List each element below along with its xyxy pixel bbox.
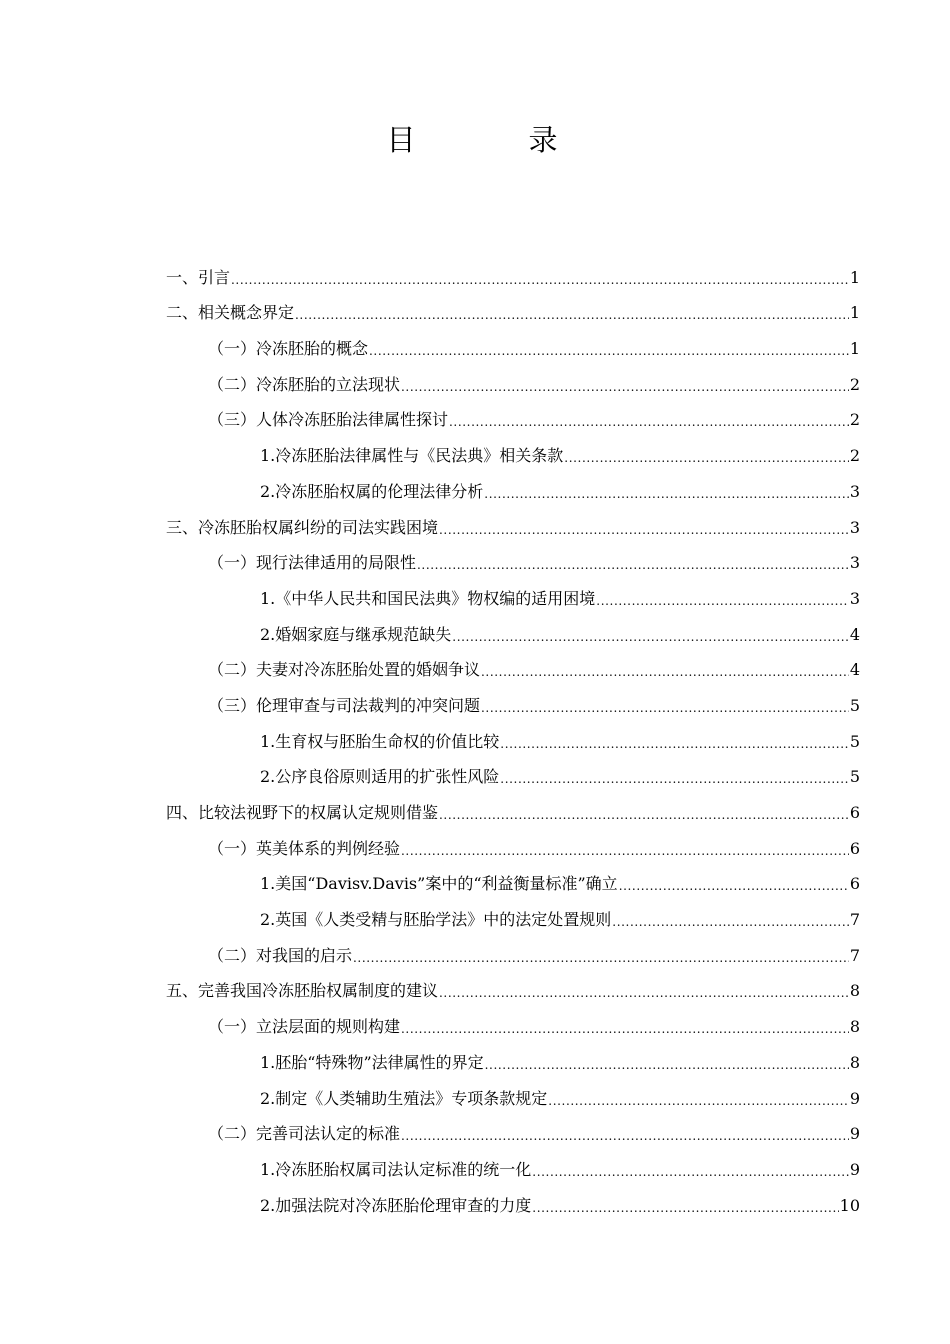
toc-entry[interactable]	[166, 894, 860, 930]
toc-entry-text: 2.婚姻家庭与继承规范缺失	[260, 624, 452, 644]
toc-dot-leader	[481, 666, 849, 680]
toc-dot-leader	[484, 488, 849, 502]
toc-page-number: 8	[849, 1052, 860, 1072]
toc-entry-text: 1.冷冻胚胎权属司法认定标准的统一化	[260, 1159, 532, 1179]
toc-entry[interactable]	[166, 359, 860, 395]
toc-list	[166, 252, 860, 1216]
toc-dot-leader	[401, 381, 849, 395]
toc-dot-leader	[401, 1130, 849, 1144]
toc-page-number: 1	[849, 339, 860, 359]
toc-dot-leader	[439, 524, 849, 538]
toc-entry-text: （三）人体冷冻胚胎法律属性探讨	[208, 410, 449, 430]
toc-page-number: 3	[849, 588, 860, 608]
toc-dot-leader	[452, 631, 849, 645]
toc-entry-text: 2.加强法院对冷冻胚胎伦理审查的力度	[260, 1195, 532, 1215]
toc-entry[interactable]	[166, 1180, 860, 1216]
toc-entry[interactable]	[166, 395, 860, 431]
toc-entry-text: 五、完善我国冷冻胚胎权属制度的建议	[166, 981, 439, 1001]
toc-dot-leader	[481, 702, 849, 716]
toc-page-number: 10	[839, 1195, 860, 1215]
toc-page-number: 2	[849, 446, 860, 466]
toc-page-number: 6	[849, 803, 860, 822]
toc-dot-leader	[401, 845, 849, 859]
toc-entry-text: 2.制定《人类辅助生殖法》专项条款规定	[260, 1088, 548, 1108]
toc-entry[interactable]	[166, 645, 860, 681]
toc-entry-text: 1.冷冻胚胎法律属性与《民法典》相关条款	[260, 446, 564, 466]
toc-entry-text: （三）伦理审查与司法裁判的冲突问题	[208, 695, 481, 715]
toc-page-number: 8	[849, 981, 860, 1001]
toc-entry-text: 1.《中华人民共和国民法典》物权编的适用困境	[260, 588, 596, 608]
toc-entry-text: （一）现行法律适用的局限性	[208, 553, 417, 573]
toc-entry-text: （一）冷冻胚胎的概念	[208, 339, 369, 359]
toc-dot-leader	[500, 738, 849, 752]
toc-entry-text: 1.胚胎“特殊物”法律属性的界定	[260, 1052, 484, 1072]
toc-entry-text: 一、引言	[166, 267, 231, 287]
toc-dot-leader	[500, 773, 849, 787]
toc-entry[interactable]	[166, 1001, 860, 1037]
toc-entry[interactable]	[166, 1109, 860, 1145]
toc-page-number: 9	[849, 1159, 860, 1179]
toc-entry[interactable]	[166, 680, 860, 716]
toc-entry[interactable]	[166, 1037, 860, 1073]
toc-entry[interactable]	[166, 573, 860, 609]
toc-entry[interactable]	[166, 538, 860, 574]
toc-dot-leader	[295, 309, 849, 323]
toc-page-number: 2	[849, 374, 860, 394]
toc-dot-leader	[439, 809, 849, 823]
toc-entry[interactable]	[166, 323, 860, 359]
toc-entry[interactable]	[166, 430, 860, 466]
toc-entry[interactable]	[166, 716, 860, 752]
toc-dot-leader	[485, 1059, 849, 1073]
toc-page-number: 7	[849, 945, 860, 965]
toc-page-number: 3	[849, 481, 860, 501]
toc-page-number: 5	[849, 731, 860, 751]
toc-dot-leader	[353, 952, 849, 966]
toc-entry-text: 1.生育权与胚胎生命权的价值比较	[260, 731, 500, 751]
toc-entry[interactable]	[166, 823, 860, 859]
toc-entry-text: 2.冷冻胚胎权属的伦理法律分析	[260, 481, 484, 501]
toc-page-number: 7	[849, 910, 860, 930]
toc-entry-text: （二）冷冻胚胎的立法现状	[208, 374, 401, 394]
toc-page-number: 6	[849, 838, 860, 858]
toc-dot-leader	[417, 559, 849, 573]
toc-entry[interactable]	[166, 609, 860, 645]
toc-page-number: 9	[849, 1124, 860, 1144]
toc-entry-text: （二）夫妻对冷冻胚胎处置的婚姻争议	[208, 660, 481, 680]
toc-page-number: 6	[849, 874, 860, 894]
toc-entry[interactable]	[166, 859, 860, 895]
toc-entry-text: （一）英美体系的判例经验	[208, 838, 401, 858]
toc-dot-leader	[619, 880, 849, 894]
toc-dot-leader	[369, 345, 849, 359]
toc-dot-leader	[564, 452, 849, 466]
toc-entry[interactable]	[166, 930, 860, 966]
toc-entry-text: （一）立法层面的规则构建	[208, 1017, 401, 1037]
toc-dot-leader	[532, 1166, 849, 1180]
toc-entry[interactable]	[166, 288, 860, 324]
toc-page-number: 4	[849, 624, 860, 644]
toc-page-number: 1	[849, 303, 860, 323]
toc-dot-leader	[401, 1023, 849, 1037]
toc-entry[interactable]	[166, 1073, 860, 1109]
toc-dot-leader	[548, 1095, 849, 1109]
toc-entry-text: 2.公序良俗原则适用的扩张性风险	[260, 767, 500, 787]
toc-page-number: 8	[849, 1017, 860, 1037]
toc-entry-text: （二）对我国的启示	[208, 945, 353, 965]
toc-dot-leader	[612, 916, 849, 930]
toc-entry[interactable]	[166, 1144, 860, 1180]
toc-entry-text: 四、比较法视野下的权属认定规则借鉴	[166, 803, 439, 822]
toc-page-number: 9	[849, 1088, 860, 1108]
toc-dot-leader	[439, 987, 849, 1001]
toc-page-number: 4	[849, 660, 860, 680]
toc-entry-text: 1.美国“Davisv.Davis”案中的“利益衡量标准”确立	[260, 874, 618, 894]
toc-entry-text: （二）完善司法认定的标准	[208, 1124, 401, 1144]
toc-entry-text: 2.英国《人类受精与胚胎学法》中的法定处置规则	[260, 910, 612, 930]
toc-entry[interactable]	[166, 502, 860, 538]
toc-page-number: 5	[849, 695, 860, 715]
toc-entry[interactable]	[166, 466, 860, 502]
toc-page-number: 3	[849, 517, 860, 537]
toc-entry[interactable]	[166, 787, 860, 823]
toc-dot-leader	[449, 416, 849, 430]
toc-dot-leader	[532, 1202, 838, 1216]
toc-page-number: 2	[849, 410, 860, 430]
toc-title: 目 录	[386, 123, 600, 157]
toc-entry-text: 三、冷冻胚胎权属纠纷的司法实践困境	[166, 517, 439, 537]
toc-dot-leader	[596, 595, 849, 609]
toc-dot-leader	[231, 274, 849, 288]
toc-entry[interactable]	[166, 752, 860, 788]
toc-entry[interactable]	[166, 252, 860, 288]
toc-page-number: 3	[849, 553, 860, 573]
toc-page-number: 1	[849, 267, 860, 287]
toc-page-number: 5	[849, 767, 860, 787]
toc-entry-text: 二、相关概念界定	[166, 303, 295, 323]
toc-entry[interactable]	[166, 966, 860, 1002]
